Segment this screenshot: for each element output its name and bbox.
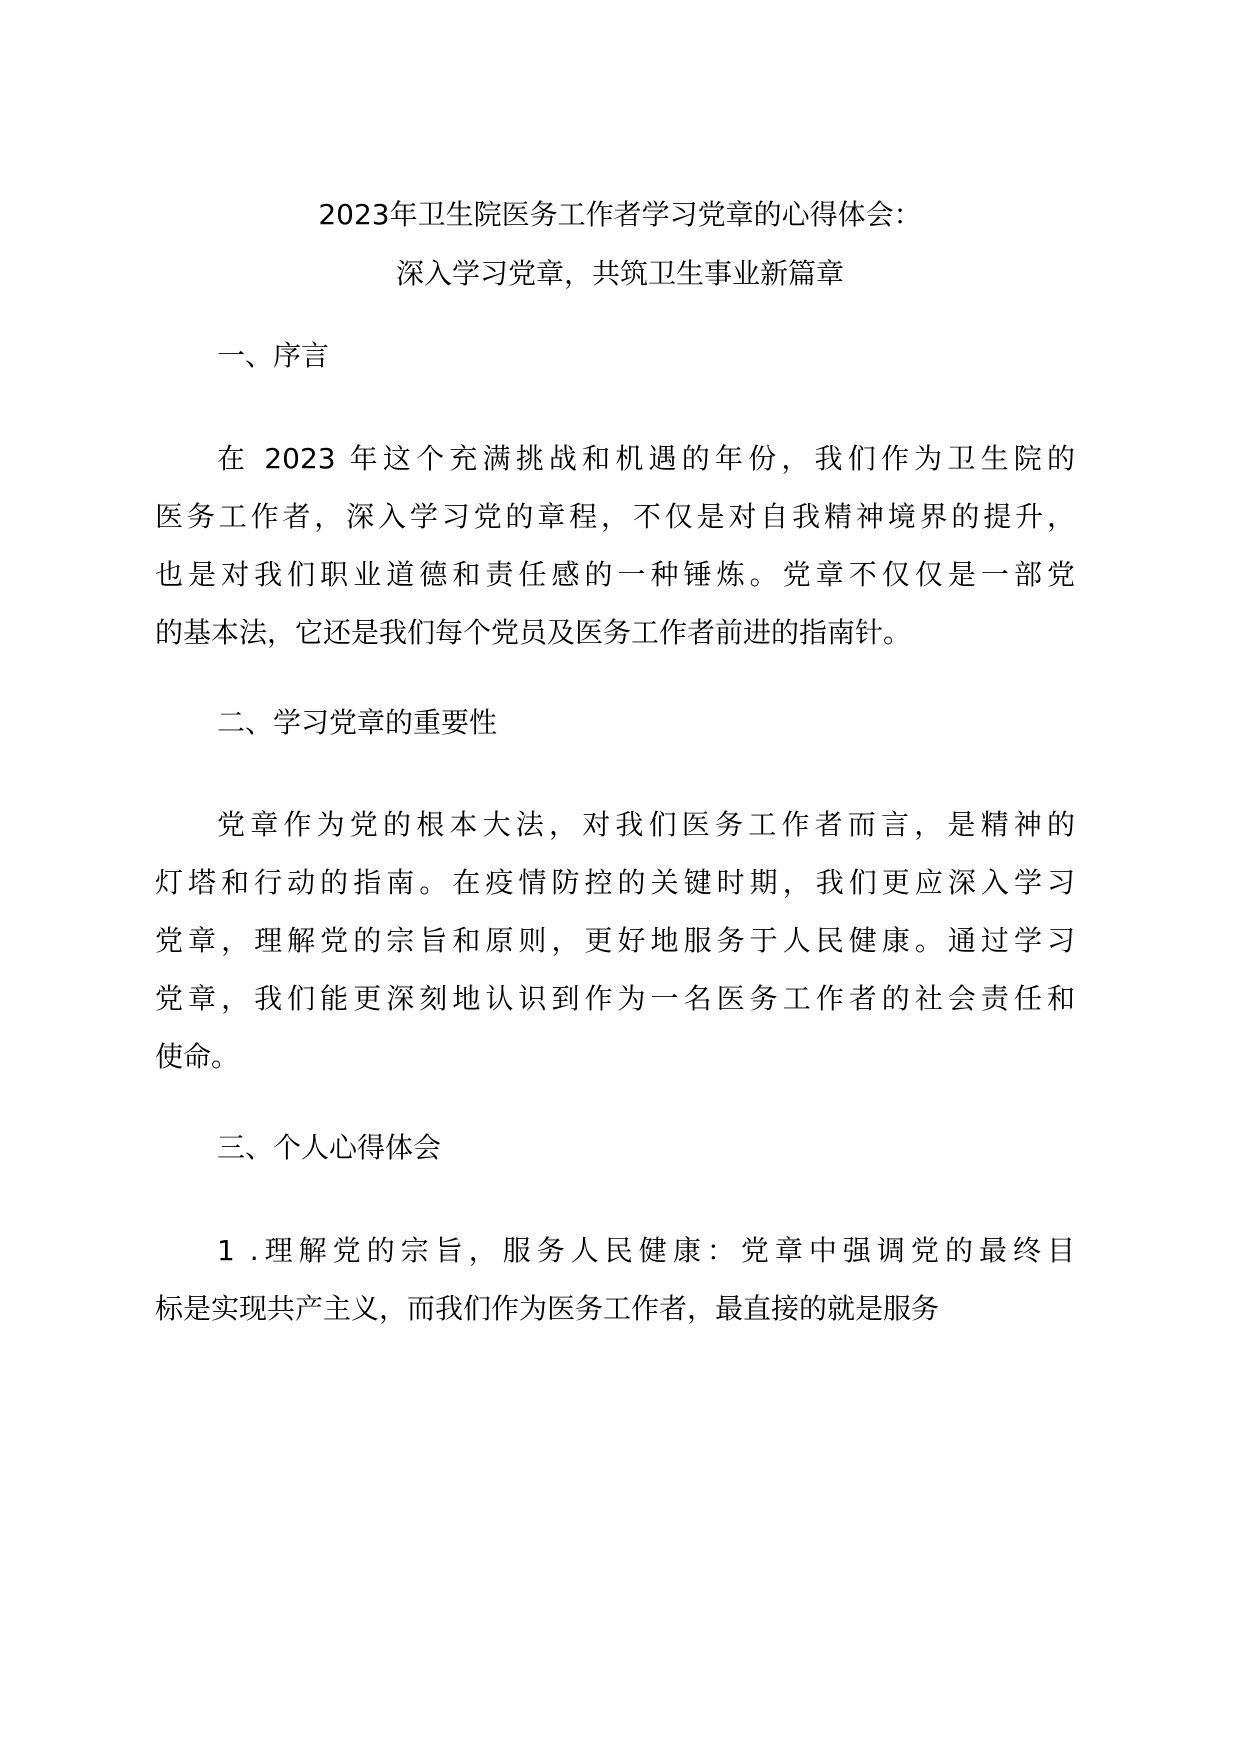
paragraph-line: 使命。	[155, 1040, 240, 1073]
section-heading-importance: 二、学习党章的重要性	[217, 706, 498, 739]
paragraph-preface	[155, 430, 1075, 662]
paragraph-line: 1 .理解党的宗旨，服务人民健康：党章中强调党的最终目	[217, 1234, 1075, 1267]
section-heading-personal-insights: 三、个人心得体会	[217, 1131, 442, 1164]
paragraph-personal-insights	[155, 1222, 1075, 1338]
paragraph-line: 也是对我们职业道德和责任感的一种锤炼。党章不仅仅是一部党	[155, 558, 1075, 591]
document-title-line-1: 2023年卫生院医务工作者学习党章的心得体会：	[318, 198, 922, 231]
paragraph-line: 党章作为党的根本大法，对我们医务工作者而言，是精神的	[217, 808, 1075, 841]
document-title-line-2: 深入学习党章，共筑卫生事业新篇章	[395, 257, 844, 290]
paragraph-line: 的基本法，它还是我们每个党员及医务工作者前进的指南针。	[155, 616, 912, 649]
paragraph-line: 医务工作者，深入学习党的章程，不仅是对自我精神境界的提升，	[155, 500, 1075, 533]
section-heading-preface: 一、序言	[217, 339, 330, 372]
paragraph-line: 灯塔和行动的指南。在疫情防控的关键时期，我们更应深入学习	[155, 866, 1075, 899]
paragraph-line: 党章，理解党的宗旨和原则，更好地服务于人民健康。通过学习	[155, 924, 1075, 957]
paragraph-line: 标是实现共产主义，而我们作为医务工作者，最直接的就是服务	[155, 1292, 940, 1325]
paragraph-line: 党章，我们能更深刻地认识到作为一名医务工作者的社会责任和	[155, 982, 1075, 1015]
paragraph-line: 在 2023 年这个充满挑战和机遇的年份，我们作为卫生院的	[217, 442, 1075, 475]
paragraph-importance	[155, 796, 1075, 1086]
